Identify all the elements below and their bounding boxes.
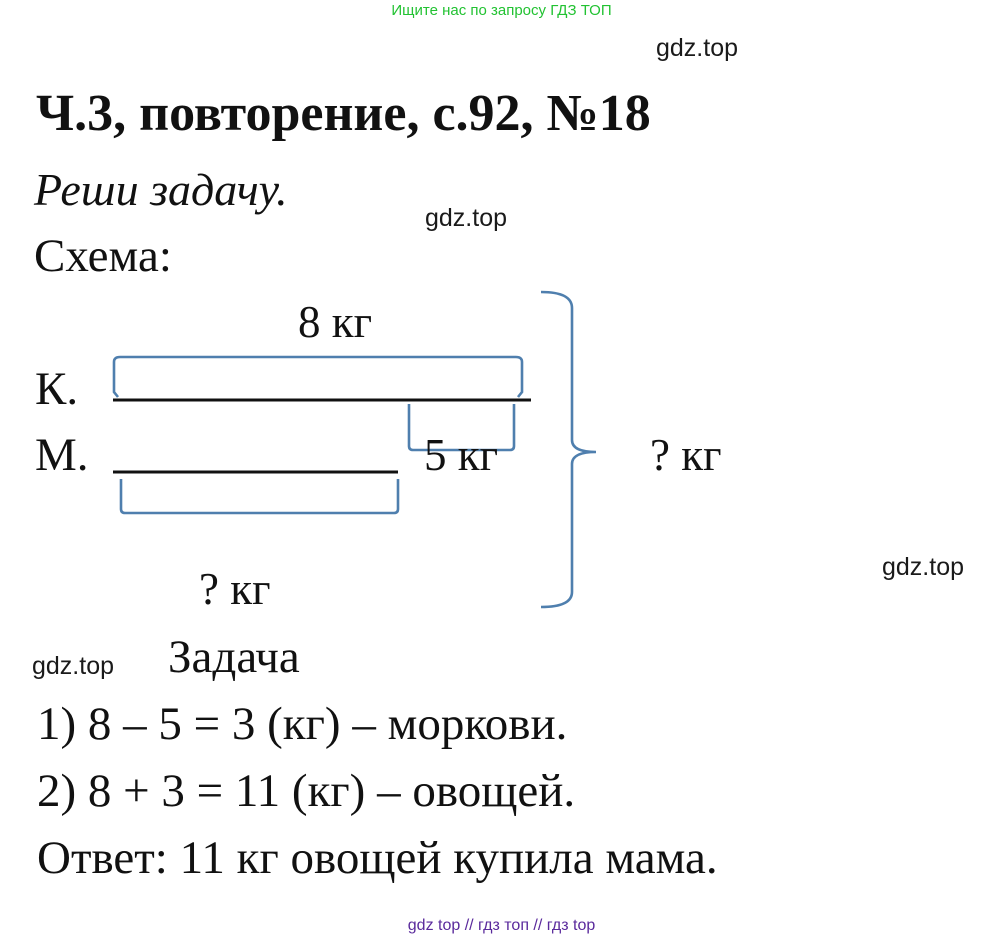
footer-links: gdz top // гдз топ // гдз top xyxy=(407,917,596,934)
label-row-k: К. xyxy=(35,363,79,415)
bracket-m xyxy=(121,479,398,513)
label-row-m: М. xyxy=(35,429,89,481)
bracket-k-total xyxy=(114,357,522,397)
task-instruction: Реши задачу. xyxy=(34,164,288,215)
label-total-k: 8 кг xyxy=(298,297,373,347)
page-title: Ч.3, повторение, с.92, №18 xyxy=(36,85,651,142)
label-difference: 5 кг xyxy=(424,430,499,480)
top-banner: Ищите нас по запросу ГДЗ ТОП xyxy=(391,2,612,19)
answer-line: Ответ: 11 кг овощей купила мама. xyxy=(37,832,718,884)
label-total-question: ? кг xyxy=(650,430,722,480)
watermark-left: gdz.top xyxy=(32,652,115,680)
brace-total xyxy=(541,292,596,607)
watermark-top-right: gdz.top xyxy=(656,34,739,62)
solution-step-2: 2) 8 + 3 = 11 (кг) – овощей. xyxy=(37,765,576,817)
label-m-question: ? кг xyxy=(199,564,271,614)
watermark-center: gdz.top xyxy=(425,204,508,232)
scheme-heading: Схема: xyxy=(34,230,172,282)
solution-step-1: 1) 8 – 5 = 3 (кг) – моркови. xyxy=(37,698,568,750)
task-heading: Задача xyxy=(168,631,300,683)
watermark-right: gdz.top xyxy=(882,553,965,581)
